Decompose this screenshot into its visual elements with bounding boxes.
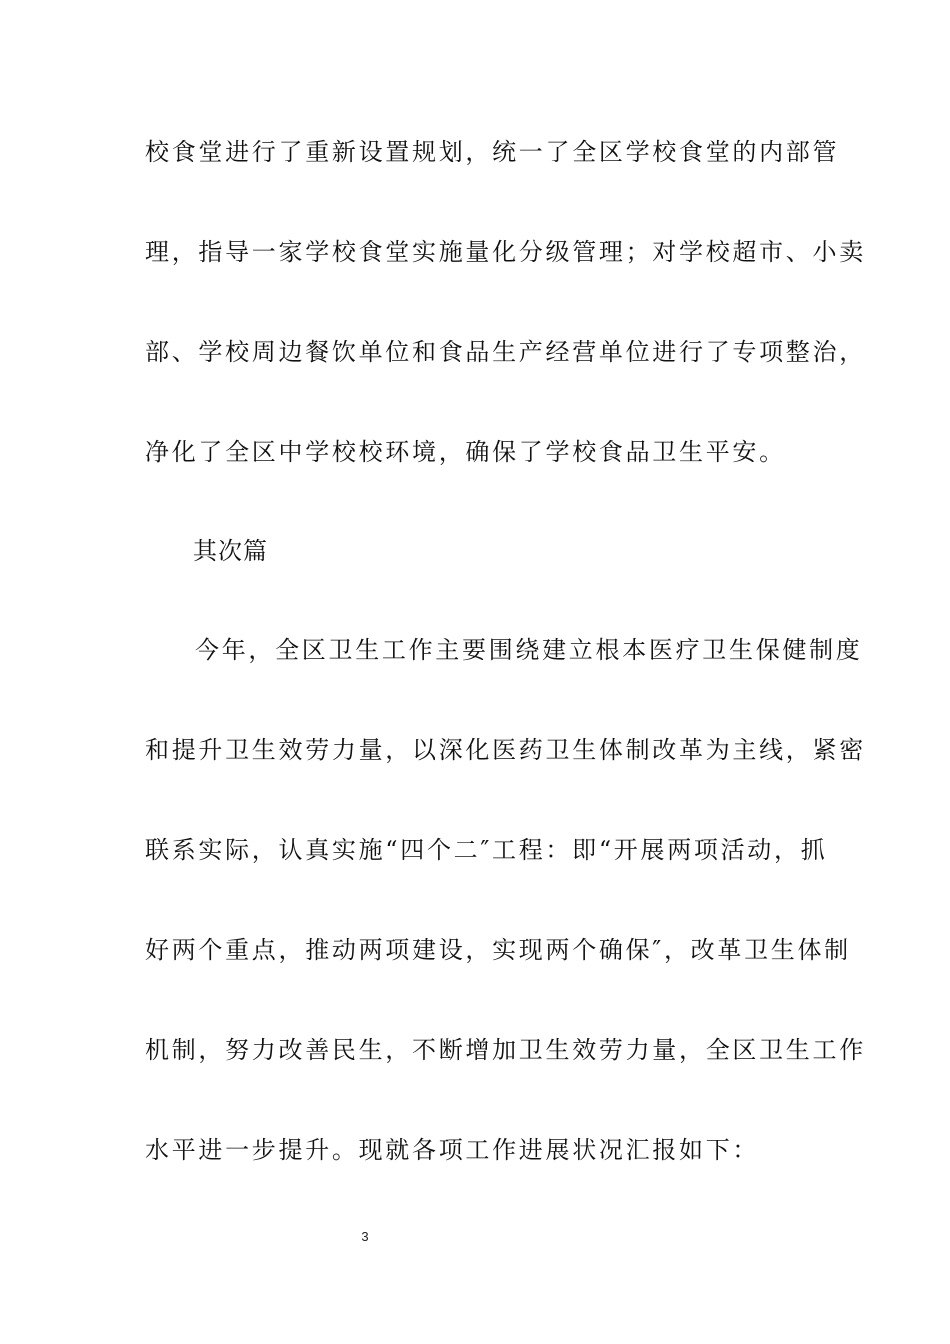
paragraph-1-line-3: 部、学校周边餐饮单位和食品生产经营单位进行了专项整治， (145, 338, 866, 366)
paragraph-2-line-2: 和提升卫生效劳力量，以深化医药卫生体制改革为主线，紧密 (145, 736, 866, 764)
paragraph-1-line-4: 净化了全区中学校校环境，确保了学校食品卫生平安。 (145, 438, 786, 466)
paragraph-2-line-1: 今年，全区卫生工作主要围绕建立根本医疗卫生保健制度 (195, 636, 863, 664)
paragraph-1-line-2: 理，指导一家学校食堂实施量化分级管理；对学校超市、小卖 (145, 238, 866, 266)
page-number: 3 (361, 1229, 369, 1244)
paragraph-2-line-6: 水平进一步提升。现就各项工作进展状况汇报如下： (145, 1136, 760, 1164)
paragraph-2-line-3: 联系实际，认真实施“四个二″工程：即“开展两项活动，抓 (145, 836, 828, 864)
paragraph-2-line-4: 好两个重点，推动两项建设，实现两个确保″，改革卫生体制 (145, 936, 851, 964)
paragraph-2-line-5: 机制，努力改善民生，不断增加卫生效劳力量，全区卫生工作 (145, 1036, 866, 1064)
section-heading: 其次篇 (193, 537, 268, 565)
paragraph-1-line-1: 校食堂进行了重新设置规划，统一了全区学校食堂的内部管 (145, 138, 840, 166)
